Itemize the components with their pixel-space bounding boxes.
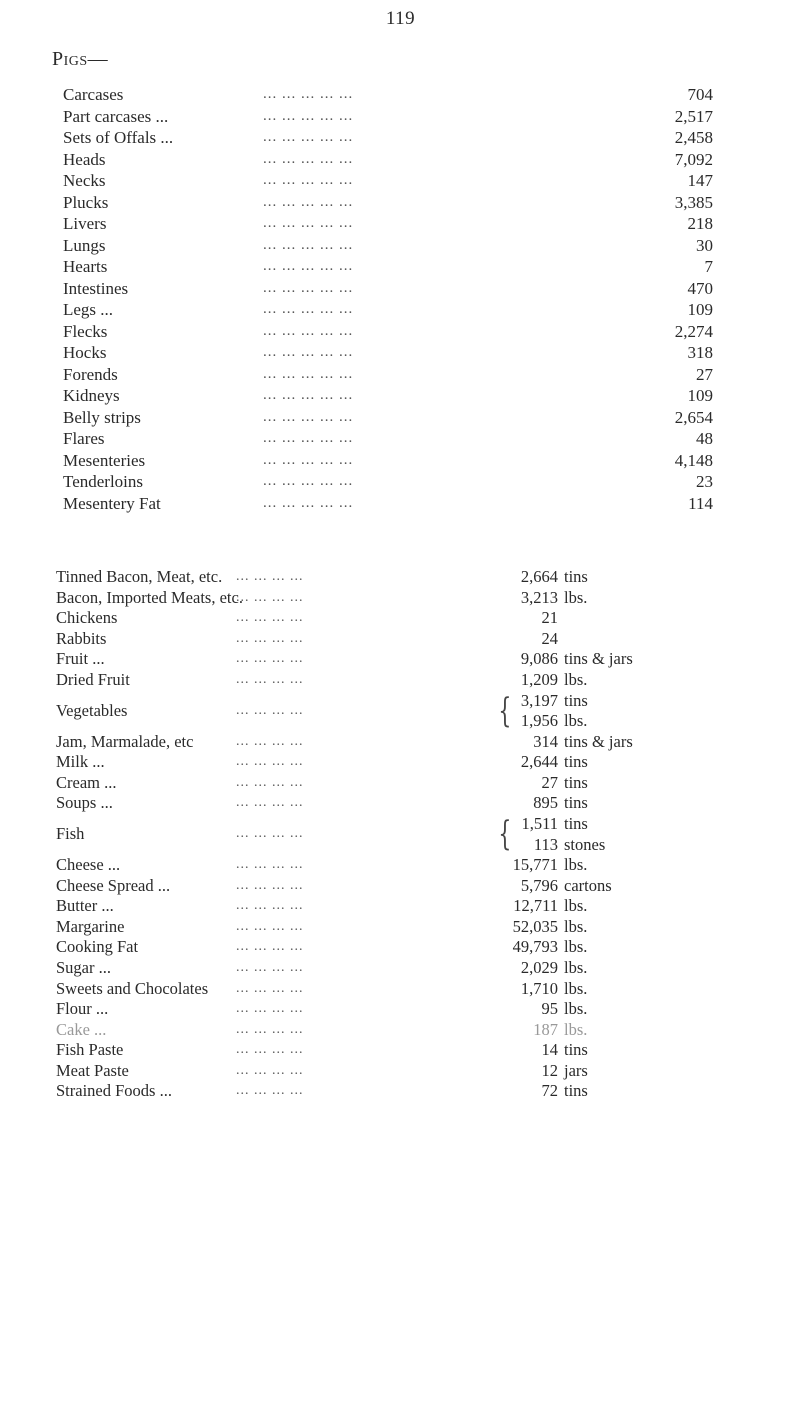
pig-row	[63, 235, 713, 257]
dot-leader: ... ... ... ... ...	[263, 279, 354, 296]
pig-item-label: Legs ...	[63, 300, 114, 319]
food-row	[56, 773, 756, 794]
pig-item-label: Lungs	[63, 235, 106, 255]
dot-leader: ... ... ... ... ...	[263, 193, 354, 210]
food-sub-row	[56, 835, 756, 856]
dot-leader: ... ... ... ...	[236, 774, 304, 790]
dot-leader: ... ... ... ...	[236, 877, 304, 893]
dot-leader: ... ... ... ...	[236, 795, 304, 811]
food-item-quantity: 3,197	[520, 690, 558, 710]
food-row	[56, 1061, 756, 1082]
food-row	[56, 793, 756, 814]
food-item-label: Sweets and Chocolates	[56, 978, 209, 998]
food-item-quantity: 21	[541, 608, 558, 628]
pig-item-count: 48	[696, 429, 713, 448]
food-item-quantity: 72	[541, 1081, 558, 1101]
food-item-quantity: 14	[541, 1040, 558, 1060]
dot-leader: ... ... ... ...	[236, 702, 304, 718]
pig-row	[63, 321, 713, 343]
food-item-quantity: 52,035	[512, 916, 558, 936]
pig-row	[63, 278, 713, 300]
food-row	[56, 567, 756, 588]
food-item-label: Cheese ...	[56, 854, 121, 874]
pig-row	[63, 385, 713, 407]
food-item-unit: lbs.	[564, 1019, 588, 1039]
food-row	[56, 752, 756, 773]
food-item-unit: lbs.	[564, 916, 588, 936]
food-item-quantity: 2,644	[520, 752, 558, 772]
food-row	[56, 691, 756, 732]
food-item-quantity: 3,213	[520, 587, 558, 607]
dot-leader: ... ... ... ...	[236, 754, 304, 770]
food-item-unit: tins	[564, 772, 588, 792]
food-item-label: Soups ...	[56, 793, 113, 813]
food-sub-row	[56, 691, 756, 712]
food-item-quantity: 12,711	[513, 896, 558, 916]
dot-leader: ... ... ... ...	[236, 1083, 304, 1099]
food-sub-row	[56, 814, 756, 835]
food-row	[56, 876, 756, 897]
pig-item-count: 2,274	[674, 321, 713, 341]
dot-leader: ... ... ... ... ...	[263, 473, 354, 489]
pig-item-label: Hocks	[63, 343, 107, 362]
food-row	[56, 999, 756, 1020]
pig-row	[63, 256, 713, 278]
dot-leader: ... ... ... ... ...	[263, 451, 354, 468]
food-item-label: Cheese Spread ...	[56, 875, 171, 895]
food-item-unit: tins & jars	[564, 649, 633, 669]
dot-leader: ... ... ... ...	[236, 589, 304, 605]
food-item-unit: tins	[564, 1040, 588, 1060]
pig-item-label: Forends	[63, 364, 118, 384]
pig-row	[63, 342, 713, 364]
dot-leader: ... ... ... ... ...	[263, 430, 354, 446]
food-item-unit: lbs.	[564, 587, 588, 607]
pig-item-count: 3,385	[674, 192, 713, 212]
food-item-unit: lbs.	[564, 937, 588, 957]
dot-leader: ... ... ... ... ...	[263, 387, 354, 403]
food-row	[56, 855, 756, 876]
food-item-quantity: 314	[533, 731, 558, 751]
food-row	[56, 814, 756, 855]
pig-item-count: 7	[704, 257, 713, 276]
food-item-label: Rabbits	[56, 628, 107, 648]
pig-item-label: Sets of Offals ...	[63, 128, 174, 147]
food-item-quantity: 27	[541, 772, 558, 792]
food-item-quantity: 2,664	[520, 567, 558, 586]
food-item-label: Chickens	[56, 608, 118, 628]
food-item-unit: tins	[564, 567, 588, 586]
food-item-unit: tins	[564, 690, 588, 710]
pig-row	[63, 170, 713, 192]
dot-leader: ... ... ... ...	[236, 1062, 304, 1078]
dot-leader: ... ... ... ...	[236, 1001, 304, 1017]
dot-leader: ... ... ... ... ...	[263, 107, 354, 124]
pig-item-count: 4,148	[674, 450, 713, 470]
food-item-quantity: 12	[541, 1060, 558, 1080]
pig-item-label: Tenderloins	[63, 472, 144, 491]
pig-item-label: Heads	[63, 149, 106, 169]
pig-item-count: 30	[696, 235, 713, 255]
food-item-unit: jars	[564, 1060, 588, 1080]
dot-leader: ... ... ... ...	[236, 610, 304, 626]
food-item-quantity: 15,771	[512, 854, 558, 874]
food-item-quantity: 1,511	[521, 813, 558, 833]
pig-row	[63, 450, 713, 472]
food-item-unit: lbs.	[564, 999, 588, 1019]
dot-leader: ... ... ... ...	[236, 630, 304, 646]
pigs-list	[63, 84, 713, 514]
food-sub-row	[56, 711, 756, 732]
dot-leader: ... ... ... ... ...	[263, 344, 354, 360]
food-item-label: Bacon, Imported Meats, etc.	[56, 587, 243, 607]
food-item-quantity: 1,209	[520, 669, 558, 689]
pig-item-label: Belly strips	[63, 407, 141, 427]
dot-leader: ... ... ... ... ...	[263, 215, 354, 231]
dot-leader: ... ... ... ... ...	[263, 258, 354, 274]
pig-item-count: 109	[687, 300, 713, 319]
pig-row	[63, 471, 713, 493]
dot-leader: ... ... ... ...	[236, 980, 304, 996]
food-row	[56, 1081, 756, 1102]
dot-leader: ... ... ... ... ...	[263, 86, 354, 102]
dot-leader: ... ... ... ...	[236, 733, 304, 749]
pig-item-count: 704	[687, 85, 713, 104]
pig-row	[63, 149, 713, 171]
food-item-label: Dried Fruit	[56, 669, 130, 689]
dot-leader: ... ... ... ...	[236, 651, 304, 667]
pig-item-label: Necks	[63, 171, 106, 190]
dot-leader: ... ... ... ...	[236, 569, 304, 584]
dot-leader: ... ... ... ...	[236, 959, 304, 975]
food-item-unit: stones	[564, 834, 606, 854]
pig-item-label: Intestines	[63, 278, 129, 298]
food-item-unit: lbs.	[564, 978, 588, 998]
food-item-unit: lbs.	[564, 854, 588, 874]
pig-item-count: 27	[696, 364, 713, 384]
food-row	[56, 896, 756, 917]
pig-item-count: 470	[687, 278, 713, 298]
pig-item-count: 23	[696, 472, 713, 491]
pig-row	[63, 213, 713, 235]
pig-item-label: Flecks	[63, 321, 108, 341]
food-item-quantity: 2,029	[520, 957, 558, 977]
food-item-quantity: 24	[541, 628, 558, 648]
food-item-label: Flour ...	[56, 999, 109, 1019]
food-item-unit: tins	[564, 1081, 588, 1101]
food-item-unit: tins	[564, 752, 588, 772]
pig-item-count: 2,654	[674, 407, 713, 427]
food-row	[56, 629, 756, 650]
food-item-quantity: 5,796	[520, 875, 558, 895]
food-item-label: Milk ...	[56, 752, 105, 772]
pig-item-count: 114	[688, 493, 713, 513]
pig-item-count: 2,517	[674, 106, 713, 126]
food-item-quantity: 187	[533, 1019, 558, 1039]
dot-leader: ... ... ... ...	[236, 898, 304, 914]
food-row	[56, 732, 756, 753]
pig-row	[63, 106, 713, 128]
pig-item-label: Plucks	[63, 192, 109, 212]
food-item-label: Cake ...	[56, 1019, 107, 1039]
brace-mark: {	[498, 690, 512, 731]
pig-item-label: Hearts	[63, 257, 108, 276]
food-item-label: Tinned Bacon, Meat, etc.	[56, 567, 223, 586]
food-row	[56, 958, 756, 979]
dot-leader: ... ... ... ...	[236, 671, 304, 687]
food-item-unit: tins	[564, 793, 588, 813]
pig-row	[63, 407, 713, 429]
pig-row	[63, 84, 713, 106]
food-row	[56, 1040, 756, 1061]
food-row	[56, 979, 756, 1000]
food-item-quantity: 9,086	[520, 649, 558, 669]
pig-item-label: Flares	[63, 429, 105, 448]
food-item-quantity: 113	[533, 834, 558, 854]
dot-leader: ... ... ... ...	[236, 939, 304, 955]
food-row	[56, 649, 756, 670]
dot-leader: ... ... ... ...	[236, 1042, 304, 1058]
food-item-label: Vegetables	[56, 700, 128, 720]
dot-leader: ... ... ... ... ...	[263, 129, 354, 145]
food-item-unit: lbs.	[564, 957, 588, 977]
pig-row	[63, 364, 713, 386]
food-item-label: Fruit ...	[56, 649, 105, 669]
food-item-label: Strained Foods ...	[56, 1081, 172, 1101]
food-item-label: Fish Paste	[56, 1040, 124, 1060]
food-item-unit: tins & jars	[564, 731, 633, 751]
pig-item-label: Part carcases ...	[63, 106, 169, 126]
food-item-label: Meat Paste	[56, 1060, 129, 1080]
pig-item-label: Livers	[63, 214, 107, 233]
pig-item-count: 7,092	[674, 149, 713, 169]
dot-leader: ... ... ... ... ...	[263, 150, 354, 167]
food-row	[56, 670, 756, 691]
food-item-unit: lbs.	[564, 896, 588, 916]
food-item-quantity: 1,956	[520, 711, 558, 731]
pig-row	[63, 127, 713, 149]
pig-item-count: 218	[687, 214, 713, 233]
pig-item-count: 318	[687, 343, 713, 362]
food-item-unit: lbs.	[564, 711, 588, 731]
food-item-label: Cooking Fat	[56, 937, 139, 957]
page-number: 119	[385, 8, 416, 29]
pig-row	[63, 428, 713, 450]
food-row	[56, 937, 756, 958]
food-item-label: Margarine	[56, 916, 125, 936]
dot-leader: ... ... ... ... ...	[263, 322, 354, 339]
dot-leader: ... ... ... ... ...	[263, 494, 354, 511]
pig-item-label: Kidneys	[63, 386, 120, 405]
dot-leader: ... ... ... ... ...	[263, 408, 354, 425]
food-row	[56, 608, 756, 629]
pig-row	[63, 493, 713, 515]
dot-leader: ... ... ... ... ...	[263, 301, 354, 317]
food-item-label: Sugar ...	[56, 957, 111, 977]
dot-leader: ... ... ... ...	[236, 918, 304, 934]
dot-leader: ... ... ... ...	[236, 1021, 304, 1037]
food-row	[56, 588, 756, 609]
food-item-quantity: 49,793	[512, 937, 558, 957]
food-item-label: Fish	[56, 823, 85, 843]
food-item-unit: tins	[564, 813, 588, 833]
dot-leader: ... ... ... ...	[236, 825, 304, 841]
dot-leader: ... ... ... ... ...	[263, 365, 354, 382]
food-row	[56, 917, 756, 938]
dot-leader: ... ... ... ...	[236, 856, 304, 872]
pig-row	[63, 192, 713, 214]
brace-mark: {	[498, 813, 512, 854]
food-list	[56, 567, 756, 1102]
dot-leader: ... ... ... ... ...	[263, 236, 354, 253]
pig-item-count: 147	[687, 171, 713, 190]
food-item-quantity: 95	[541, 999, 558, 1019]
pig-item-count: 109	[687, 386, 713, 405]
food-item-label: Butter ...	[56, 896, 114, 916]
pig-item-count: 2,458	[674, 128, 713, 147]
food-item-label: Cream ...	[56, 772, 117, 792]
food-item-unit: cartons	[564, 875, 612, 895]
pig-item-label: Carcases	[63, 85, 124, 104]
food-item-quantity: 1,710	[520, 978, 558, 998]
pig-row	[63, 299, 713, 321]
pig-item-label: Mesenteries	[63, 450, 146, 470]
food-item-unit: lbs.	[564, 669, 588, 689]
dot-leader: ... ... ... ... ...	[263, 172, 354, 188]
pigs-heading: Pigs—	[52, 48, 109, 70]
food-item-label: Jam, Marmalade, etc	[56, 731, 194, 751]
pig-item-label: Mesentery Fat	[63, 493, 161, 513]
food-row	[56, 1020, 756, 1041]
food-item-quantity: 895	[533, 793, 558, 813]
